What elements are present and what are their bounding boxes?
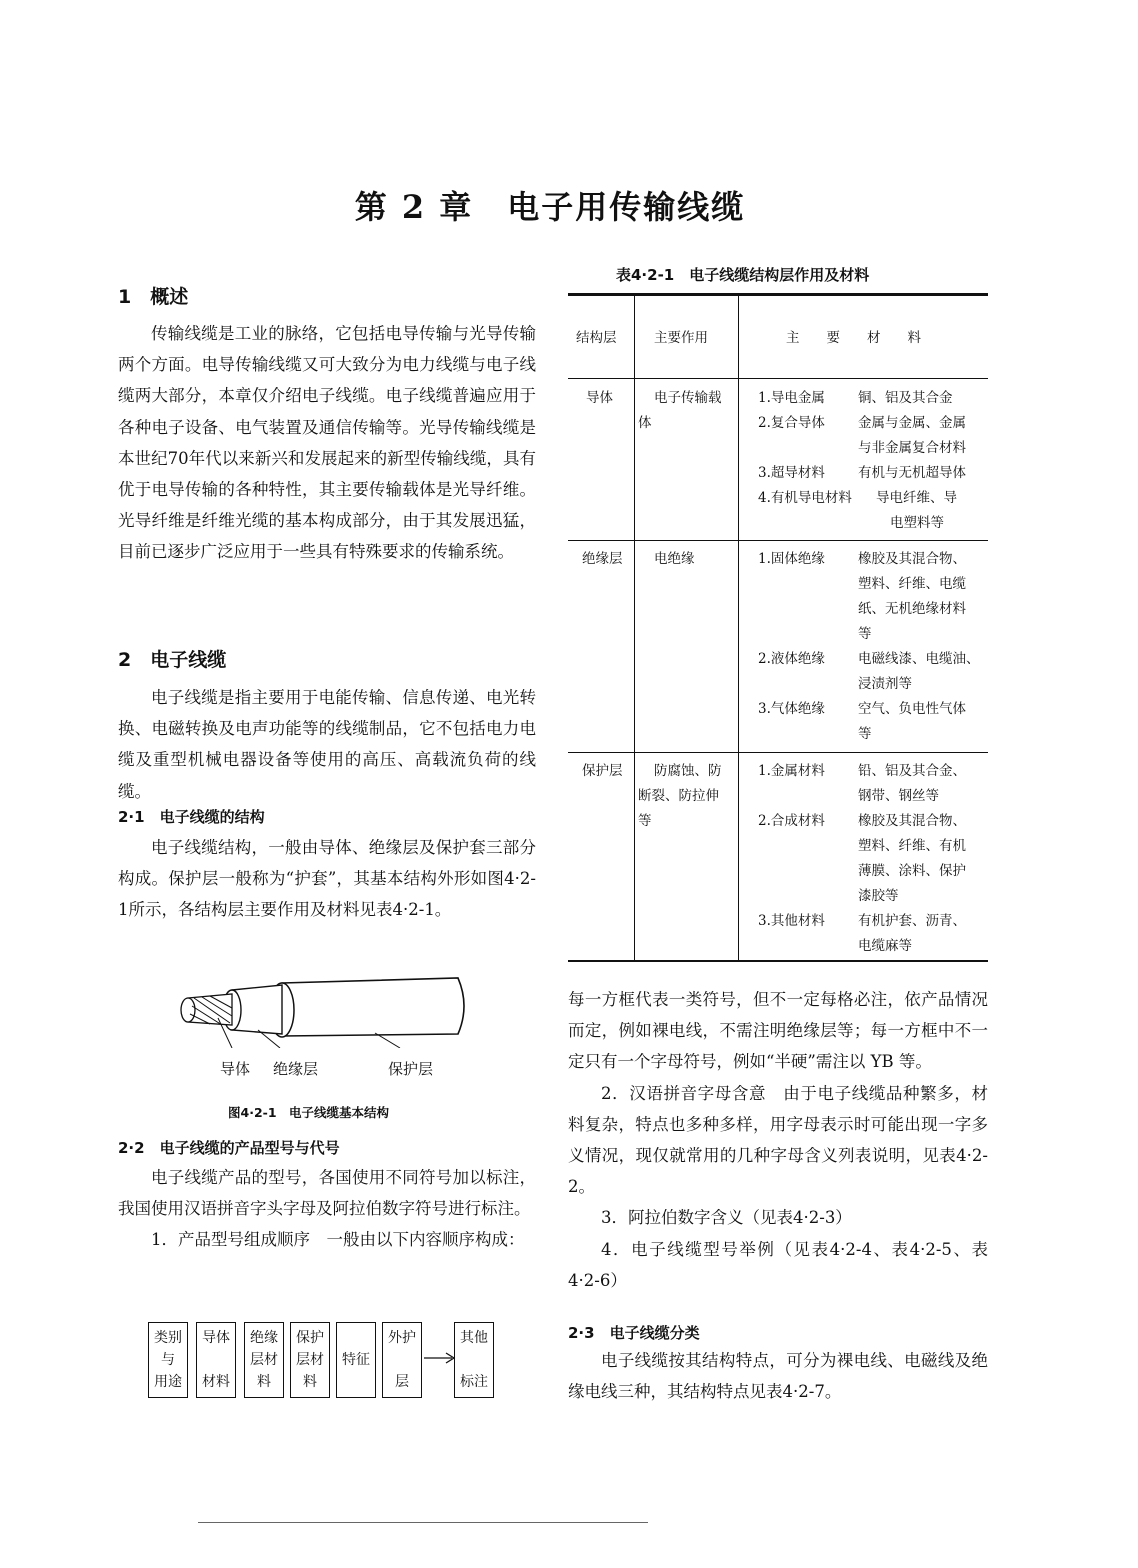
right-paragraph-1: 每一方框代表一类符号，但不一定每格必注，依产品情况而定，例如裸电线，不需注明绝缘层等；每一方框中不一定只有一个字母符号，例如“半硬”需注以 YB 等。 [568,990,988,1072]
row-conductor-layer: 导体 [586,390,613,406]
table-title: 表4·2-1 电子线缆结构层作用及材料 [616,266,870,284]
material-line: 1.导电金属 铜、铝及其合金 [758,390,953,406]
section-2-1-paragraph [118,832,536,926]
material-line: 薄膜、涂料、保护 [858,863,966,879]
section-1-heading: 1 概述 [118,286,189,308]
figure-caption: 图4·2-1 电子线缆基本结构 [228,1105,390,1120]
right-column-text [568,984,988,1296]
material-line: 电缆麻等 [858,938,912,954]
section-1-text: 传输线缆是工业的脉络，它包括电导传输与光导传输两个方面。电导传输线缆又可大致分为电力线缆与电子线缆两大部分，本章仅介绍电子线缆。电子线缆普遍应用于各种电子设备、电气装置及通信传输等。光导传输线缆是本世纪70年代以来新兴和发展起来的新型传输线缆，具有优于电导传输的各种特性，其主要传输载体是光导纤维。光导纤维是纤维光缆的基本构成部分，由于其发展迅猛，目前已逐步广泛应用于一些具有特殊要求的传输系统。 [118,324,536,562]
row-insulation-materials [758,547,986,747]
table-bottom-rule [568,960,988,962]
table-header-role: 主要作用 [654,330,708,346]
section-2-1-text: 电子线缆结构，一般由导体、绝缘层及保护套三部分构成。保护层一般称为“护套”，其基本结构外形如图4·2-1所示，各结构层主要作用及材料见表4·2-1。 [118,838,536,920]
section-1-paragraph [118,318,536,568]
row-protective-role: 防腐蚀、防 断裂、防拉伸 等 [638,763,722,829]
section-2-1-heading: 2·1 电子线缆的结构 [118,808,265,826]
row-conductor-materials [758,386,986,536]
material-line: 电塑料等 [890,515,944,531]
label-sheath: 保护层 [388,1060,434,1078]
section-2-3-heading: 2·3 电子线缆分类 [568,1324,700,1342]
material-line: 塑料、纤维、有机 [858,838,966,854]
material-line: 钢带、钢丝等 [858,788,939,804]
material-line: 与非金属复合材料 [858,440,966,456]
table-row-rule-2 [568,752,988,753]
cable-drawing [170,968,480,1048]
cable-structure-figure [170,968,480,1088]
row-insulation-layer: 绝缘层 [582,551,623,567]
material-line: 2.合成材料 橡胶及其混合物、 [758,813,966,829]
material-line: 漆胶等 [858,888,899,904]
flow-box-insulation: 绝缘 层材 料 [244,1322,284,1398]
material-line: 4.有机导电材料 导电纤维、导 [758,490,957,506]
label-conductor: 导体 [220,1060,251,1078]
right-paragraph-3: 3．阿拉伯数字含义（见表4·2-3） [601,1208,852,1228]
material-line: 3.其他材料 有机护套、沥青、 [758,913,966,929]
flow-box-conductor: 导体 材料 [196,1322,236,1398]
model-order-diagram [148,1322,548,1402]
flow-box-feature: 特征 [336,1322,376,1398]
table-row-rule-1 [568,540,988,541]
section-2-2-heading: 2·2 电子线缆的产品型号与代号 [118,1139,340,1157]
material-line: 1.金属材料 铅、铝及其合金、 [758,763,966,779]
table-vrule-2 [738,296,739,962]
chapter-title: 第 2 章 电子用传输线缆 [354,188,746,226]
material-line: 浸渍剂等 [858,676,912,692]
table-header-layer: 结构层 [576,330,617,346]
right-paragraph-4: 4．电子线缆型号举例（见表4·2-4、表4·2-5、表4·2-6） [568,1239,988,1290]
label-insulation: 绝缘层 [273,1060,319,1078]
section-2-2-paragraph [118,1162,536,1256]
flow-box-protective-layer: 保护 层材 料 [290,1322,330,1398]
material-line: 纸、无机绝缘材料 [858,601,966,617]
structure-table [568,296,988,962]
flow-box-outer-sheath: 外护 层 [382,1322,422,1398]
section-2-3-text: 电子线缆按其结构特点，可分为裸电线、电磁线及绝缘电线三种，其结构特点见表4·2-7。 [568,1351,988,1402]
material-line: 等 [858,626,872,642]
flow-box-category: 类别 与 用途 [148,1322,188,1398]
material-line: 等 [858,726,872,742]
section-2-text: 电子线缆是指主要用于电能传输、信息传递、电光转换、电磁转换及电声功能等的线缆制品，它不包括电力电缆及重型机械电器设备等使用的高压、高载流负荷的线缆。 [118,688,536,801]
section-2-3-paragraph [568,1345,988,1407]
material-line: 1.固体绝缘 橡胶及其混合物、 [758,551,966,567]
table-vrule-1 [634,296,635,962]
section-2-paragraph [118,682,536,807]
row-protective-materials [758,759,986,959]
bottom-scan-line [198,1522,648,1523]
section-2-2-item-1: 1．产品型号组成顺序 一般由以下内容顺序构成： [151,1230,525,1250]
row-insulation-role: 电绝缘 [654,551,695,567]
table-header-materials: 主 要 材 料 [786,330,921,346]
material-line: 塑料、纤维、电缆 [858,576,966,592]
row-protective-layer: 保护层 [582,763,623,779]
right-paragraph-2: 2．汉语拼音字母含意 由于电子线缆品种繁多，材料复杂，特点也多种多样，用字母表示时可能出现一字多义情况，现仅就常用的几种字母含义列表说明，见表4·2-2。 [568,1083,988,1197]
row-conductor-role: 电子传输载 体 [638,390,722,431]
flow-box-other: 其他 标注 [454,1322,494,1398]
material-line: 3.气体绝缘 空气、负电性气体 [758,701,966,717]
table-header-rule [568,378,988,379]
section-2-heading: 2 电子线缆 [118,649,227,671]
arrow-icon [422,1350,458,1366]
material-line: 2.液体绝缘 电磁线漆、电缆油、 [758,651,980,667]
material-line: 2.复合导体 金属与金属、金属 [758,415,966,431]
section-2-2-text: 电子线缆产品的型号，各国使用不同符号加以标注，我国使用汉语拼音字头字母及阿拉伯数字符号进行标注。 [118,1168,536,1219]
material-line: 3.超导材料 有机与无机超导体 [758,465,966,481]
